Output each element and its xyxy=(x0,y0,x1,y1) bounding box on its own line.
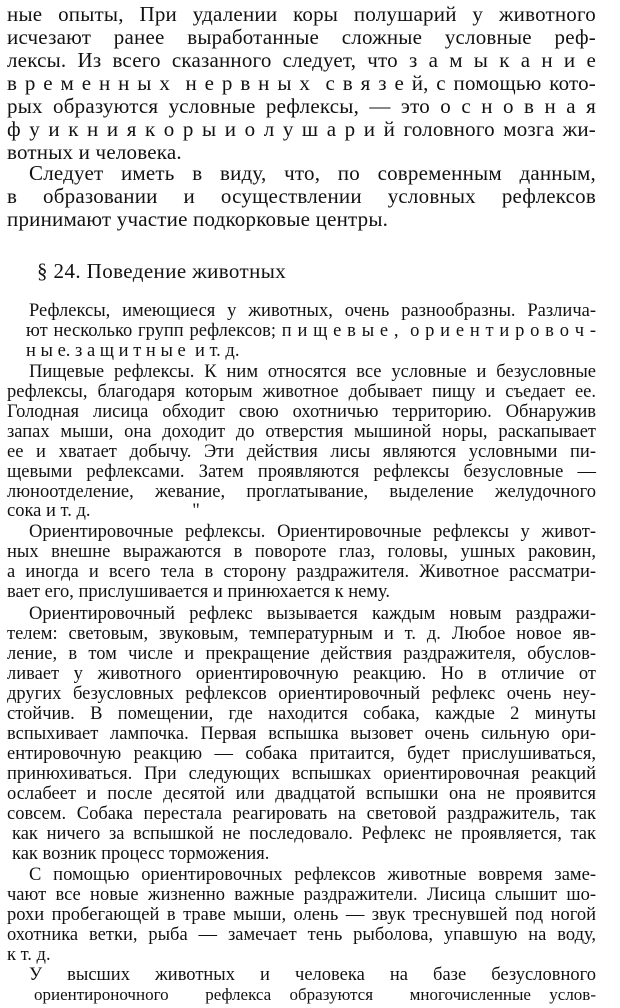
body-line: к т. д. xyxy=(7,945,51,965)
body-line: Голодная лисица обходит свою охотничью территорию. Обнаружив xyxy=(7,402,596,422)
text-line: ф у и к н и я к о р ы и о л у ш а р и й головного мозга жи- xyxy=(7,117,596,141)
text-line: исчезают ранее выработанные сложные условные реф- xyxy=(7,25,596,49)
body-line: ных внешне выражаются в повороте глаз, головы, ушных раковин, xyxy=(7,542,596,562)
section-heading: § 24. Поведение животных xyxy=(37,259,287,283)
body-line: других безусловных рефлексов ориентировочный рефлекс очень неу- xyxy=(7,684,596,704)
body-line: щевыми рефлексами. Затем проявляются рефлексы безусловные — xyxy=(7,462,596,482)
body-line: Пищевые рефлексы. К ним относятся все условные и безусловные xyxy=(29,362,596,382)
note-line: Следует иметь в виду, что, по современным данным, xyxy=(29,161,596,185)
text-line: в р е м е н н ы х н е р в н ы х с в я з е й, с помощью кото- xyxy=(7,71,596,95)
body-line: ют несколько групп рефлексов; п и щ е в ы е , о р и е н т и р о в о ч - xyxy=(26,321,596,341)
text-line: вотных и человека. xyxy=(7,140,182,164)
text-line: рых образуются условные рефлексы, — это о с н о в н а я xyxy=(7,94,596,118)
body-line: н ы е. з а щ и т н ы е и т. д. xyxy=(26,341,240,361)
body-line xyxy=(7,992,35,993)
body-line: рохи пробегающей в траве мыши, олень — звук треснувшей под ногой xyxy=(7,905,596,925)
body-line: Ориентировочный рефлекс вызывается каждым новым раздражи- xyxy=(29,604,596,624)
body-line: как ничего за вспышкой не последовало. Рефлекс не проявляется, так xyxy=(12,824,596,844)
body-line: ослабеет и после десятой или двадцатой вспышки она не проявится xyxy=(7,784,596,804)
body-line: Ориентировочные рефлексы. Ориентировочные рефлексы у живот- xyxy=(29,522,596,542)
body-line: Рефлексы, имеющиеся у животных, очень разнообразны. Различа- xyxy=(29,301,596,321)
text-line: ные опыты, При удалении коры полушарий у животного xyxy=(7,2,596,26)
body-line: вает его, прислушивается и принюхается к нему. xyxy=(7,582,391,602)
body-line: как возник процесс торможения. xyxy=(12,844,270,864)
body-line: сока и т. д. " xyxy=(7,501,200,521)
body-line: ее и хватает добычу. Эти действия лисы являются условными пи- xyxy=(7,442,596,462)
note-line: в образовании и осуществлении условных рефлексов xyxy=(7,184,596,208)
body-line: вспыхивает лампочка. Первая вспышка вызовет очень сильную ори- xyxy=(7,724,596,744)
body-line: С помощью ориентировочных рефлексов животные вовремя заме- xyxy=(29,865,596,885)
body-line: а иногда и всего тела в сторону раздражителя. Животное рассматри- xyxy=(7,562,596,582)
body-line: люноотделение, жевание, проглатывание, выделение желудочного xyxy=(7,482,596,502)
note-line: принимают участие подкорковые центры. xyxy=(7,207,389,231)
body-line: ление, в том числе и прекращение действия раздражителя, обуслов- xyxy=(7,644,596,664)
body-line: телем: световым, звуковым, температурным и т. д. Любое новое яв- xyxy=(7,624,596,644)
body-line xyxy=(7,992,10,993)
body-line: ориентироночного рефлекса образуются многочисленные услов- xyxy=(34,985,596,1004)
body-line: запах мыши, она доходит до отверстия мышиной норы, раскапывает xyxy=(7,422,596,442)
body-line: рефлексы, благодаря которым животное добывает пищу и съедает ее. xyxy=(7,382,596,402)
body-line: совсем. Собака перестала реагировать на световой раздражитель, так xyxy=(7,804,596,824)
body-line: принюхиваться. При следующих вспышках ориентировочная реакций xyxy=(7,764,596,784)
text-line: лексы. Из всего сказанного следует, что з а м ы к а н и е xyxy=(7,48,596,72)
body-line: охотника ветки, рыба — замечает тень рыболова, упавшую на воду, xyxy=(7,925,596,945)
body-line: ливает у животного ориентировочную реакцию. Но в отличие от xyxy=(7,664,596,684)
body-line: ентировочную реакцию — собака притаится, будет прислушиваться, xyxy=(7,744,596,764)
body-line: У высших животных и человека на базе безусловного xyxy=(29,965,596,985)
body-line: стойчив. В помещении, где находится собака, каждые 2 минуты xyxy=(7,704,596,724)
body-line: чают все новые жизненно важные раздражители. Лисица слышит шо- xyxy=(7,885,596,905)
